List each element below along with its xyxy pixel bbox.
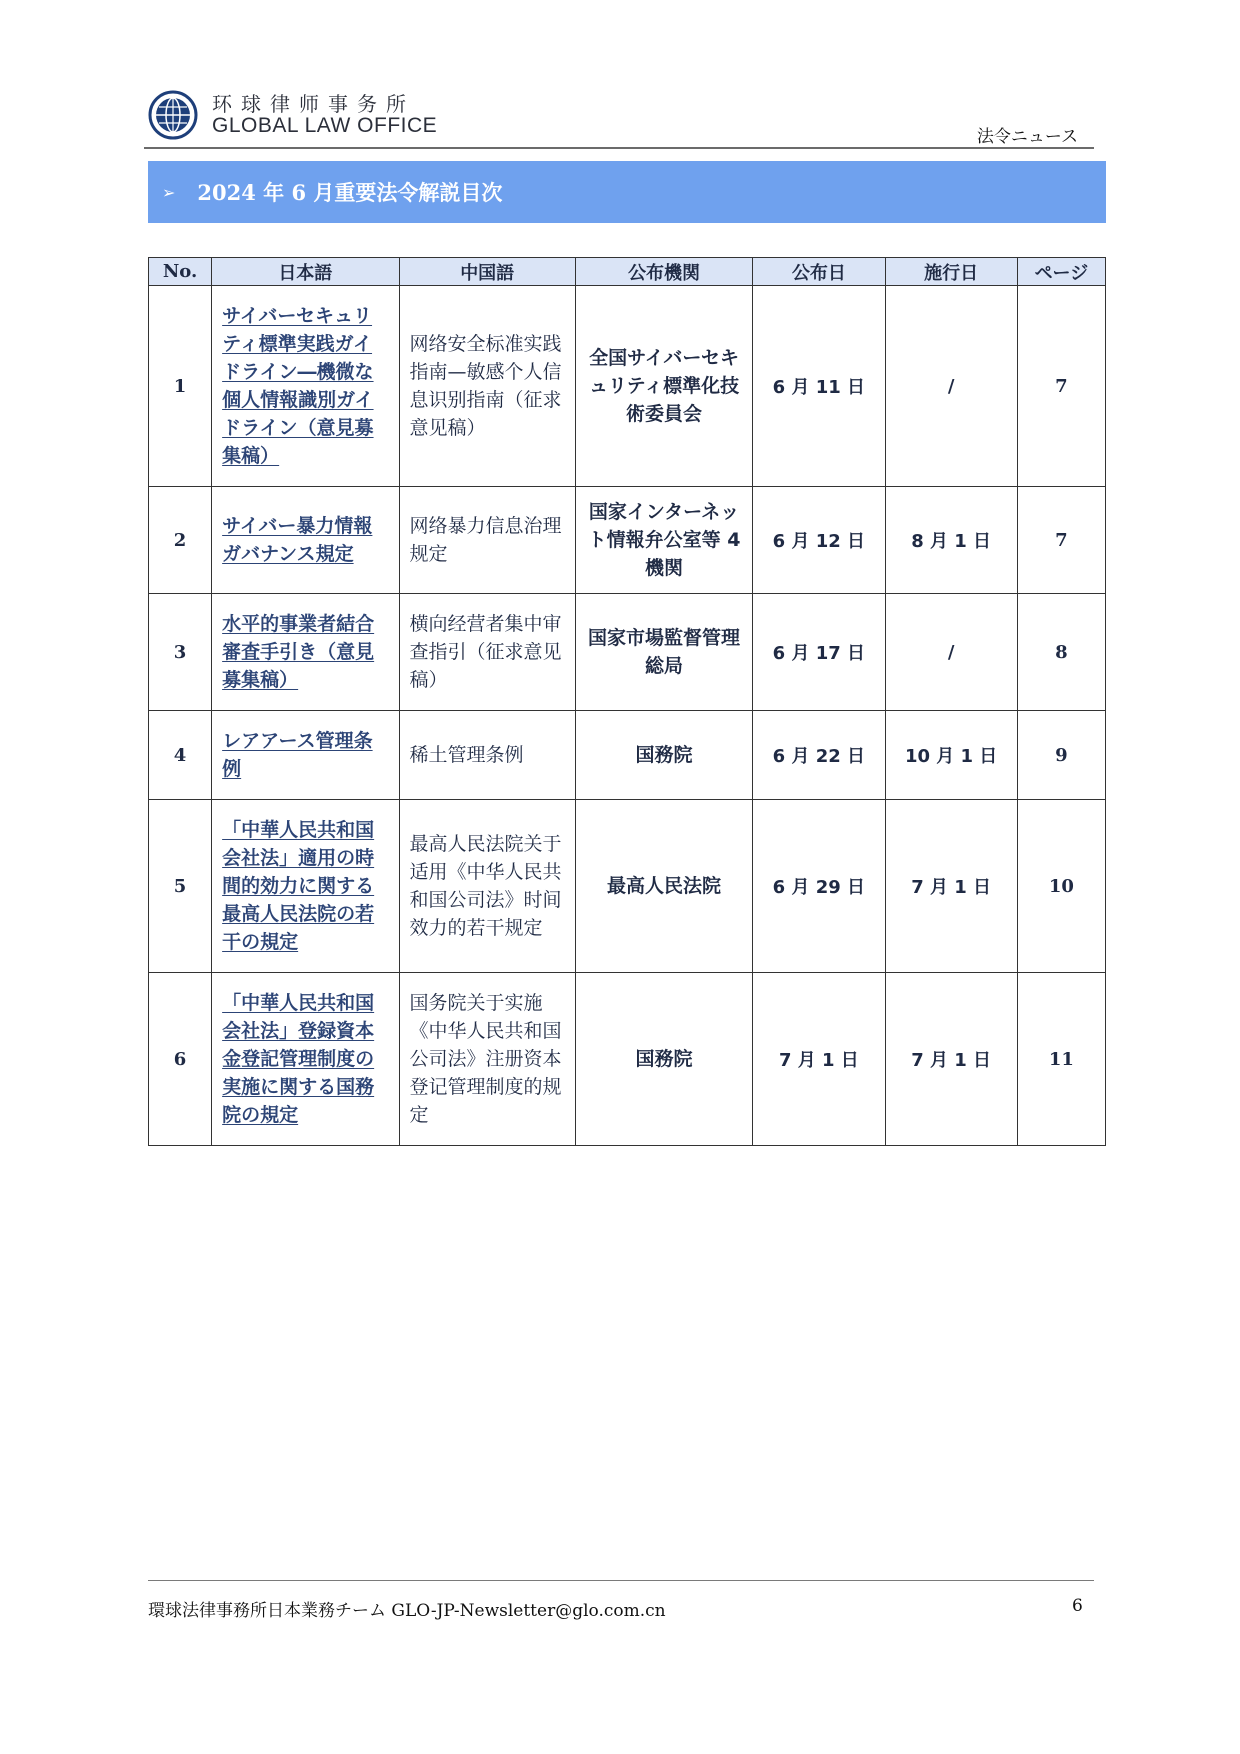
- page-number: 9: [1017, 711, 1105, 800]
- row-number: 3: [149, 594, 212, 711]
- japanese-title-link[interactable]: 水平的事業者結合審査手引き（意見募集稿）: [222, 613, 375, 691]
- issuing-body: 全国サイバーセキュリティ標準化技術委員会: [575, 286, 752, 487]
- header-divider: [144, 147, 1094, 149]
- table-row: [149, 594, 1106, 711]
- column-header-no: No.: [149, 258, 212, 286]
- header-category-label: 法令ニュース: [976, 127, 1078, 147]
- page-number: 7: [1017, 487, 1105, 594]
- japanese-title-link[interactable]: サイバー暴力情報ガバナンス規定: [222, 515, 373, 565]
- table-row: [149, 711, 1106, 800]
- effective-date: 8 月 1 日: [885, 487, 1017, 594]
- page-header: [148, 86, 1098, 148]
- row-number: 6: [149, 973, 212, 1146]
- effective-date: 10 月 1 日: [885, 711, 1017, 800]
- chinese-title: 网络安全标准实践指南—敏感个人信息识别指南（征求意见稿）: [399, 286, 575, 487]
- issuing-body: 国務院: [575, 711, 752, 800]
- publish-date: 7 月 1 日: [753, 973, 885, 1146]
- issuing-body: 最高人民法院: [575, 800, 752, 973]
- table-row: [149, 487, 1106, 594]
- column-header-effective-date: 施行日: [885, 258, 1017, 286]
- row-number: 2: [149, 487, 212, 594]
- chinese-title: 最高人民法院关于适用《中华人民共和国公司法》时间效力的若干规定: [399, 800, 575, 973]
- page-number: 11: [1017, 973, 1105, 1146]
- table-header-row: [149, 258, 1106, 286]
- effective-date: /: [885, 286, 1017, 487]
- effective-date: /: [885, 594, 1017, 711]
- issuing-body: 国家市場監督管理総局: [575, 594, 752, 711]
- column-header-chinese: 中国語: [399, 258, 575, 286]
- footer-divider: [148, 1580, 1094, 1581]
- column-header-page: ページ: [1017, 258, 1105, 286]
- japanese-title-link[interactable]: サイバーセキュリティ標準実践ガイドライン―機微な個人情報識別ガイドライン（意見募集稿）: [222, 305, 374, 467]
- column-header-issuing-body: 公布機関: [575, 258, 752, 286]
- publish-date: 6 月 29 日: [753, 800, 885, 973]
- contents-table: [148, 257, 1106, 1146]
- globe-logo-icon: [148, 90, 198, 140]
- chinese-title: 横向经营者集中审查指引（征求意见稿）: [399, 594, 575, 711]
- arrow-bullet-icon: ➢: [162, 182, 176, 202]
- table-row: [149, 973, 1106, 1146]
- issuing-body: 国務院: [575, 973, 752, 1146]
- section-title: 2024 年 6 月重要法令解説目次: [197, 180, 503, 205]
- row-number: 5: [149, 800, 212, 973]
- chinese-title: 网络暴力信息治理规定: [399, 487, 575, 594]
- section-title-bar: [148, 161, 1106, 223]
- chinese-title: 国务院关于实施《中华人民共和国公司法》注册资本登记管理制度的规定: [399, 973, 575, 1146]
- footer-page-number: 6: [1072, 1596, 1083, 1616]
- publish-date: 6 月 12 日: [753, 487, 885, 594]
- column-header-publish-date: 公布日: [753, 258, 885, 286]
- table-row: [149, 800, 1106, 973]
- page-number: 8: [1017, 594, 1105, 711]
- japanese-title-link[interactable]: レアアース管理条例: [222, 730, 373, 780]
- row-number: 4: [149, 711, 212, 800]
- footer-contact: 環球法律事務所日本業務チーム GLO-JP-Newsletter@glo.com.cn: [148, 1601, 666, 1621]
- logo-text-chinese: 环球律师事务所: [212, 92, 415, 116]
- japanese-title-link[interactable]: 「中華人民共和国会社法」登録資本金登記管理制度の実施に関する国務院の規定: [222, 992, 375, 1126]
- effective-date: 7 月 1 日: [885, 800, 1017, 973]
- row-number: 1: [149, 286, 212, 487]
- logo-text-english: GLOBAL LAW OFFICE: [212, 114, 438, 137]
- japanese-title-link[interactable]: 「中華人民共和国会社法」適用の時間的効力に関する最高人民法院の若干の規定: [222, 819, 375, 953]
- publish-date: 6 月 11 日: [753, 286, 885, 487]
- page-number: 10: [1017, 800, 1105, 973]
- effective-date: 7 月 1 日: [885, 973, 1017, 1146]
- publish-date: 6 月 22 日: [753, 711, 885, 800]
- publish-date: 6 月 17 日: [753, 594, 885, 711]
- table-row: [149, 286, 1106, 487]
- page-number: 7: [1017, 286, 1105, 487]
- chinese-title: 稀土管理条例: [399, 711, 575, 800]
- column-header-japanese: 日本語: [212, 258, 399, 286]
- issuing-body: 国家インターネット情報弁公室等 4 機関: [575, 487, 752, 594]
